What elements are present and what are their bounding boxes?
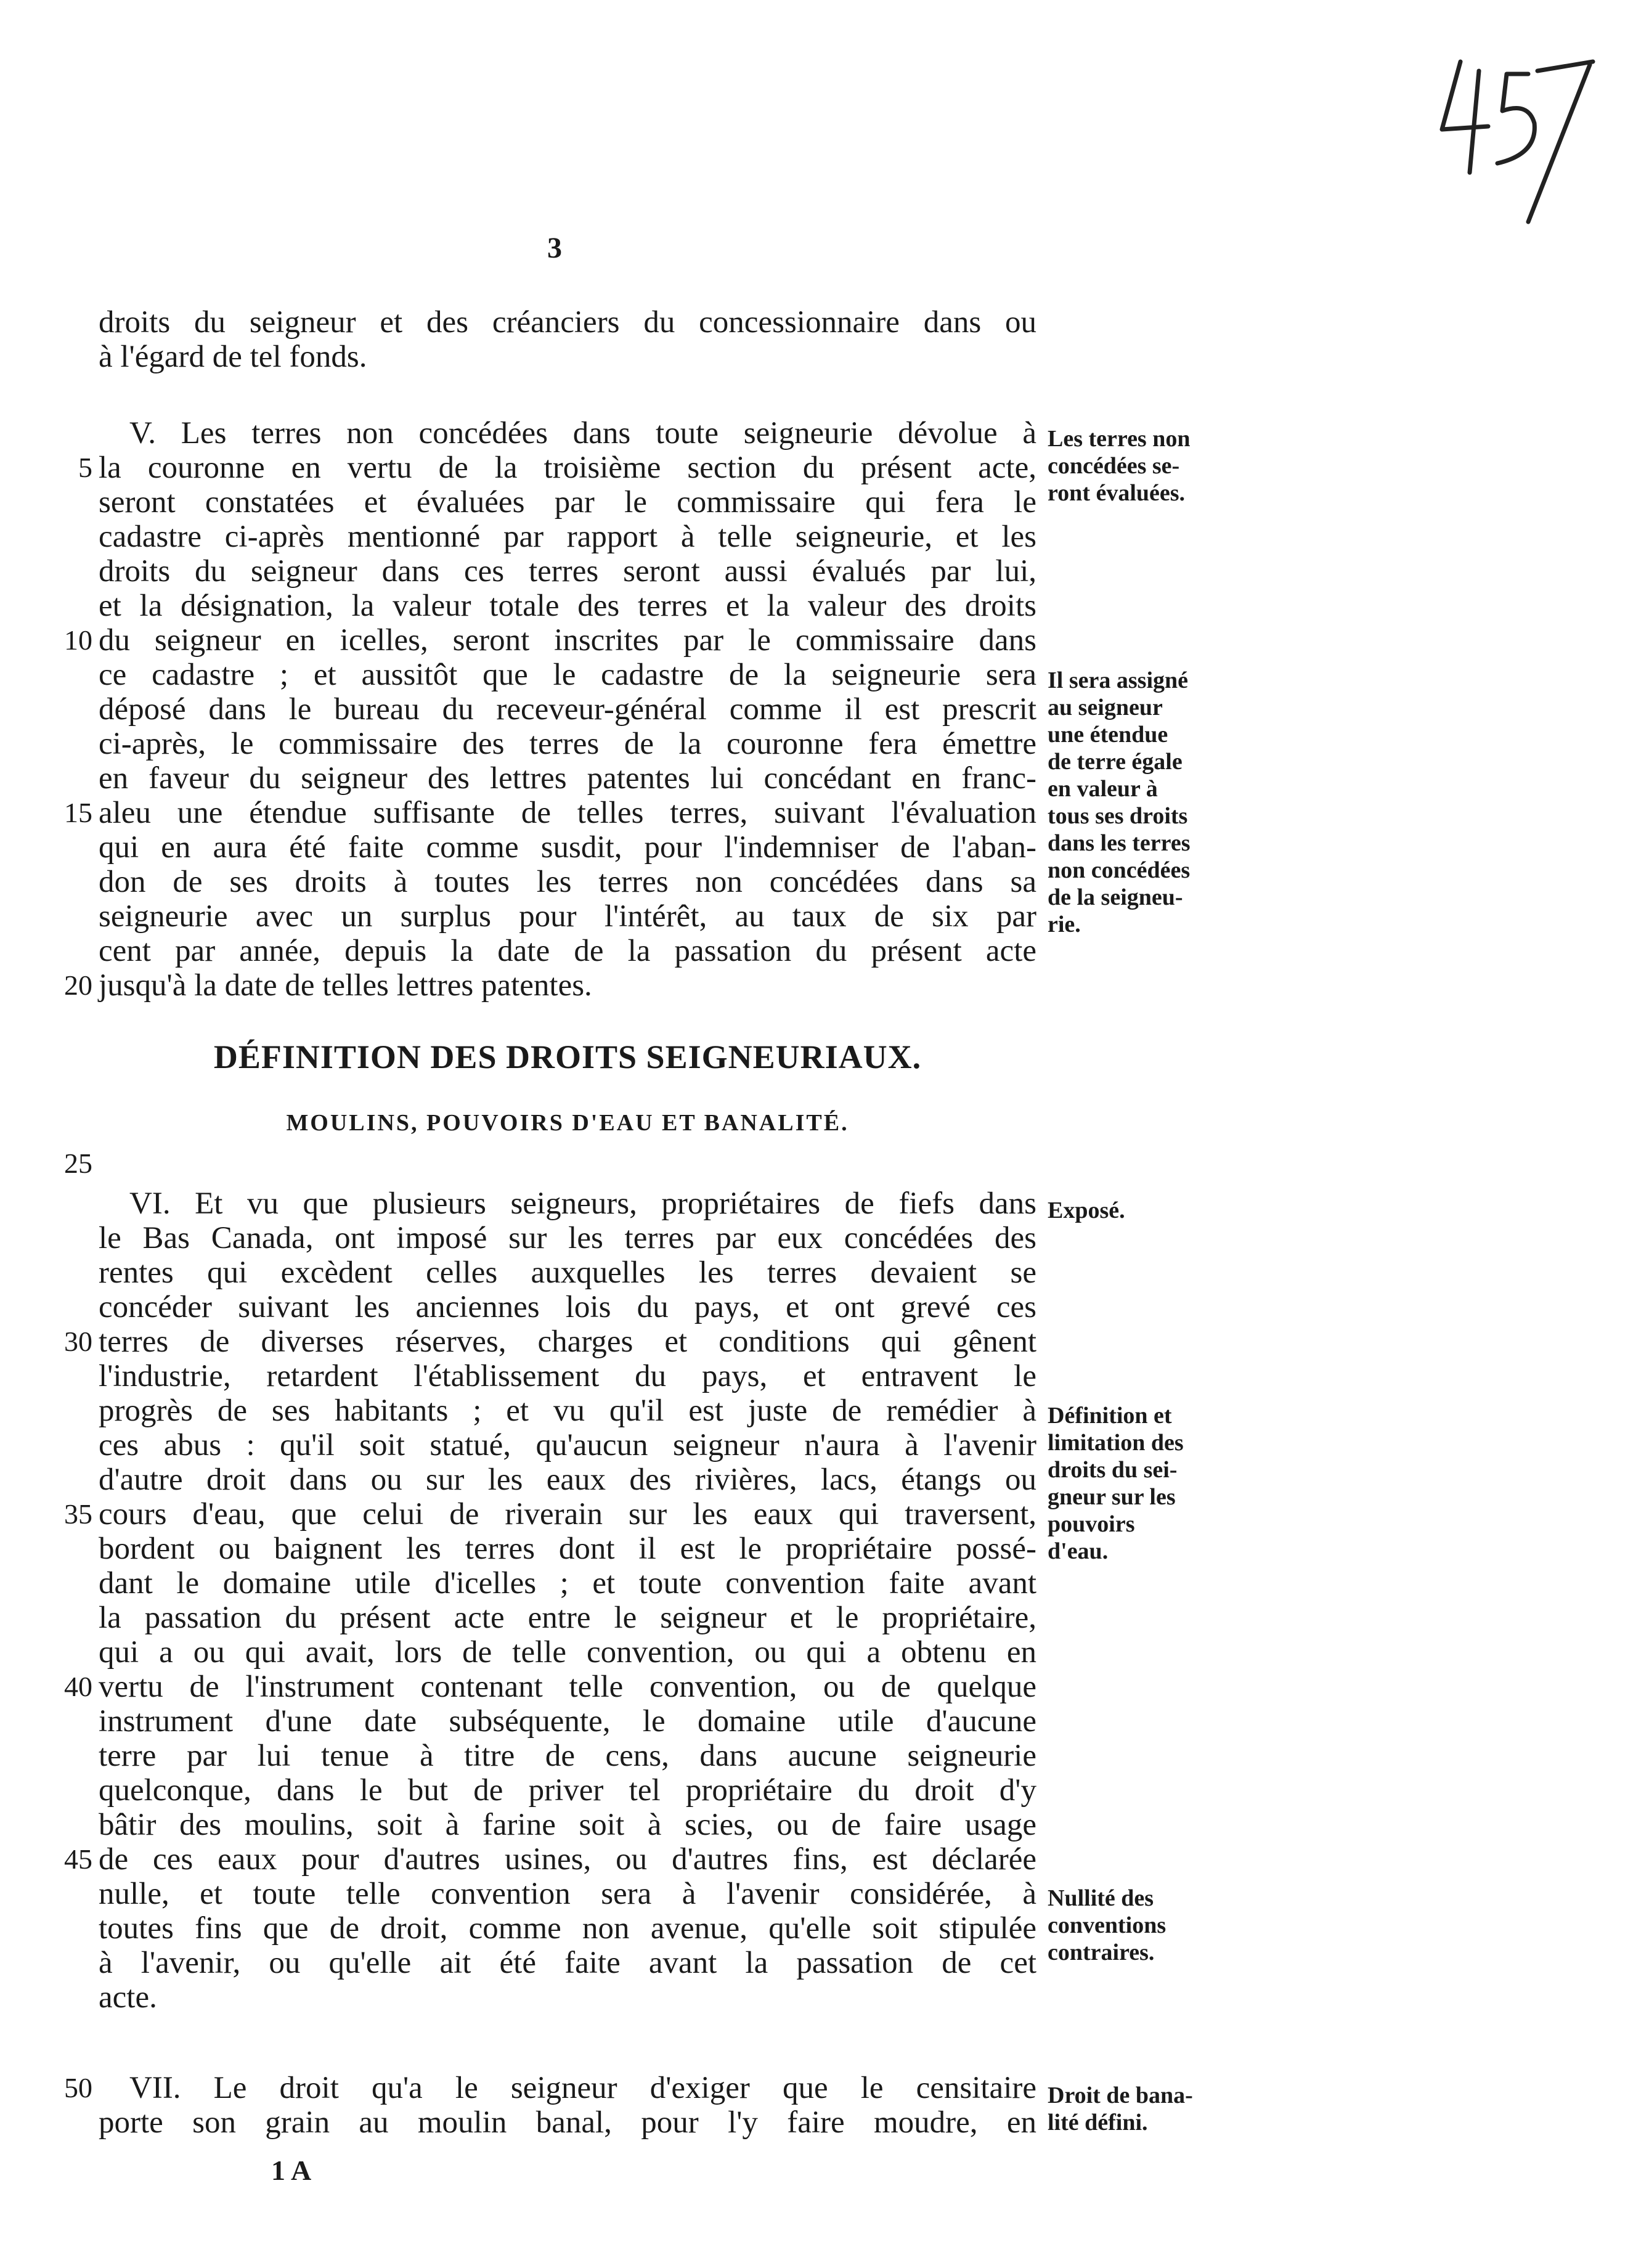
marginal-note-line: Exposé. <box>1048 1197 1125 1223</box>
text-line: la passation du présent acte entre le seigneur et le propriétaire, <box>99 1601 1036 1635</box>
text-line: don de ses droits à toutes les terres non concédées dans sa <box>99 865 1036 899</box>
marginal-note-line: dans les terres <box>1048 830 1191 856</box>
marginal-note-line: tous ses droits <box>1048 803 1188 829</box>
text-line: bâtir des moulins, soit à farine soit à scies, ou de faire usage <box>99 1808 1036 1842</box>
marginal-note-line: lité défini. <box>1048 2110 1148 2135</box>
text-line: progrès de ses habitants ; et vu qu'il est juste de remédier à <box>99 1393 1036 1428</box>
marginal-note-line: Les terres non <box>1048 426 1191 452</box>
signature-mark: 1 A <box>271 2155 312 2186</box>
marginal-note-line: gneur sur les <box>1048 1484 1176 1510</box>
text-line: bordent ou baignent les terres dont il est le propriétaire possé- <box>99 1532 1036 1566</box>
line-number: 35 <box>64 1498 92 1530</box>
text-line: du seigneur en icelles, seront inscrites par le commissaire dans <box>99 623 1036 658</box>
text-line: dant le domaine utile d'icelles ; et toute convention faite avant <box>99 1566 1036 1601</box>
text-line: quelconque, dans le but de priver tel propriétaire du droit d'y <box>99 1773 1036 1808</box>
marginal-note <box>1048 425 1232 507</box>
text-line: à l'avenir, ou qu'elle ait été faite avant la passation de cet <box>99 1946 1036 1980</box>
line-number: 5 <box>78 452 92 483</box>
marginal-note-line: ront évaluées. <box>1048 480 1186 506</box>
text-line: ce cadastre ; et aussitôt que le cadastre de la seigneurie sera <box>99 658 1036 692</box>
marginal-note-line: Droit de bana- <box>1048 2082 1193 2108</box>
handwritten-folio-number <box>1436 37 1608 234</box>
marginal-note <box>1048 2082 1232 2136</box>
text-line: la couronne en vertu de la troisième section du présent acte, <box>99 451 1036 485</box>
marginal-note-line: une étendue <box>1048 722 1168 748</box>
line-number: 30 <box>64 1326 92 1357</box>
marginal-note-line: non concédées <box>1048 857 1191 883</box>
text-line: nulle, et toute telle convention sera à l'avenir considérée, à <box>99 1877 1036 1911</box>
text-line: qui a ou qui avait, lors de telle convention, ou qui a obtenu en <box>99 1635 1036 1670</box>
text-line: seigneurie avec un surplus pour l'intérêt, au taux de six par <box>99 899 1036 934</box>
text-line: concéder suivant les anciennes lois du pays, et ont grevé ces <box>99 1290 1036 1324</box>
line-number: 50 <box>64 2072 92 2103</box>
marginal-note-line: Définition et <box>1048 1403 1172 1429</box>
text-line: porte son grain au moulin banal, pour l'y faire moudre, en <box>99 2105 1036 2140</box>
marginal-note-line: au seigneur <box>1048 695 1163 720</box>
marginal-note-line: de terre égale <box>1048 749 1183 775</box>
line-number: 45 <box>64 1843 92 1875</box>
line-number: 20 <box>64 969 92 1001</box>
text-line: cours d'eau, que celui de riverain sur les eaux qui traversent, <box>99 1497 1036 1532</box>
marginal-note-line: conventions <box>1048 1912 1167 1938</box>
text-line: qui en aura été faite comme susdit, pour l'indemniser de l'aban- <box>99 830 1036 865</box>
marginal-note <box>1048 1885 1232 1966</box>
text-line: ci-après, le commissaire des terres de la couronne fera émettre <box>99 727 1036 761</box>
marginal-note-line: en valeur à <box>1048 776 1158 802</box>
marginal-note-line: de la seigneu- <box>1048 884 1183 910</box>
handwritten-folio-drawing <box>1436 37 1608 234</box>
text-line: droits du seigneur dans ces terres seront aussi évalués par lui, <box>99 554 1036 589</box>
text-line: d'autre droit dans ou sur les eaux des rivières, lacs, étangs ou <box>99 1462 1036 1497</box>
line-number: 25 <box>64 1148 92 1179</box>
section-subheading: MOULINS, POUVOIRS D'EAU ET BANALITÉ. <box>286 1110 849 1136</box>
section-heading: DÉFINITION DES DROITS SEIGNEURIAUX. <box>213 1038 922 1075</box>
text-line: terres de diverses réserves, charges et conditions qui gênent <box>99 1324 1036 1359</box>
text-line: de ces eaux pour d'autres usines, ou d'autres fins, est déclarée <box>99 1842 1036 1877</box>
text-line: en faveur du seigneur des lettres patentes lui concédant en franc- <box>99 761 1036 796</box>
text-line: terre par lui tenue à titre de cens, dans aucune seigneurie <box>99 1739 1036 1773</box>
text-line: vertu de l'instrument contenant telle convention, ou de quelque <box>99 1670 1036 1704</box>
text-line: droits du seigneur et des créanciers du concessionnaire dans ou <box>99 305 1036 340</box>
marginal-note-line: Nullité des <box>1048 1885 1154 1911</box>
text-line: toutes fins que de droit, comme non avenue, qu'elle soit stipulée <box>99 1911 1036 1946</box>
marginal-note-line: Il sera assigné <box>1048 667 1188 693</box>
text-line: jusqu'à la date de telles lettres patentes. <box>99 968 592 1003</box>
text-line: acte. <box>99 1980 157 2015</box>
text-line: V. Les terres non concédées dans toute seigneurie dévolue à <box>129 416 1036 451</box>
marginal-note <box>1048 667 1232 938</box>
text-line: l'industrie, retardent l'établissement du pays, et entravent le <box>99 1359 1036 1393</box>
text-line: déposé dans le bureau du receveur-général comme il est prescrit <box>99 692 1036 727</box>
text-line: cadastre ci-après mentionné par rapport à telle seigneurie, et les <box>99 520 1036 554</box>
text-line: ces abus : qu'il soit statué, qu'aucun seigneur n'aura à l'avenir <box>99 1428 1036 1462</box>
text-line: rentes qui excèdent celles auxquelles les terres devaient se <box>99 1255 1036 1290</box>
line-number: 10 <box>64 624 92 656</box>
marginal-note-line: droits du sei- <box>1048 1457 1178 1483</box>
text-line: et la désignation, la valeur totale des terres et la valeur des droits <box>99 589 1036 623</box>
marginal-note-line: concédées se- <box>1048 453 1180 479</box>
text-line: VII. Le droit qu'a le seigneur d'exiger que le censitaire <box>129 2071 1036 2105</box>
line-number: 15 <box>64 797 92 828</box>
marginal-note <box>1048 1402 1232 1565</box>
marginal-note-line: limitation des <box>1048 1430 1184 1456</box>
text-line: seront constatées et évaluées par le commissaire qui fera le <box>99 485 1036 520</box>
marginal-note-line: rie. <box>1048 912 1081 937</box>
line-number: 40 <box>64 1671 92 1702</box>
marginal-note-line: contraires. <box>1048 1940 1155 1965</box>
marginal-note-line: pouvoirs <box>1048 1511 1135 1537</box>
text-line: VI. Et vu que plusieurs seigneurs, propriétaires de fiefs dans <box>129 1186 1036 1221</box>
text-line: aleu une étendue suffisante de telles terres, suivant l'évaluation <box>99 796 1036 830</box>
page-number: 3 <box>547 232 562 264</box>
text-line: à l'égard de tel fonds. <box>99 340 367 374</box>
marginal-note <box>1048 1197 1232 1224</box>
marginal-note-line: d'eau. <box>1048 1538 1109 1564</box>
text-line: le Bas Canada, ont imposé sur les terres par eux concédées des <box>99 1221 1036 1255</box>
text-line: instrument d'une date subséquente, le domaine utile d'aucune <box>99 1704 1036 1739</box>
text-line: cent par année, depuis la date de la passation du présent acte <box>99 934 1036 968</box>
